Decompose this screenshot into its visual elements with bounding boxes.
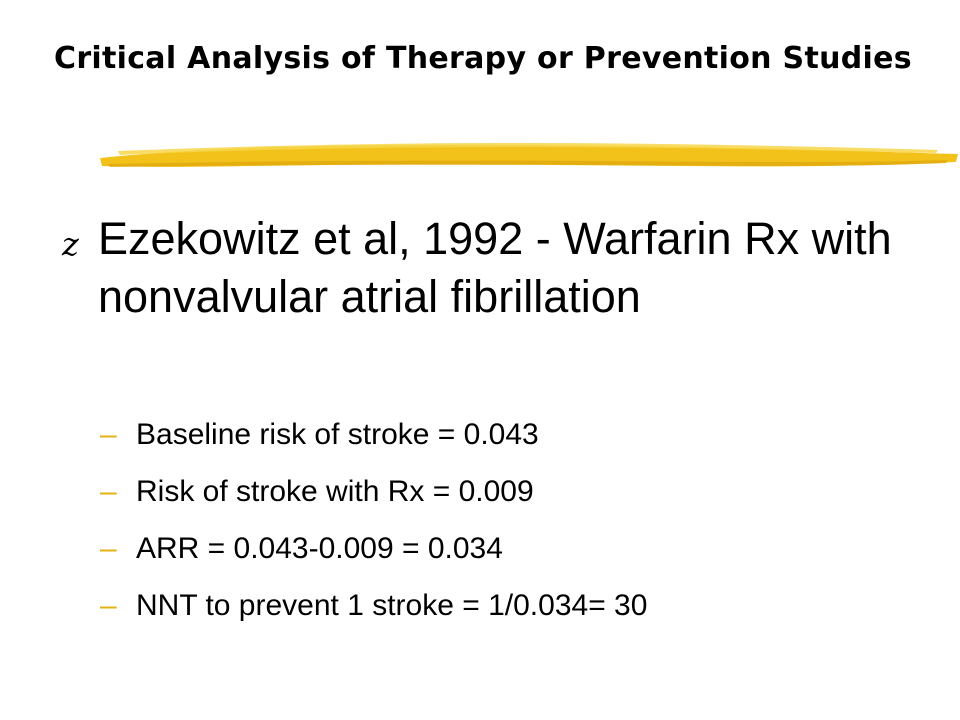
sub-bullet-text: NNT to prevent 1 stroke = 1/0.034= 30 bbox=[136, 589, 648, 622]
z-bullet-marker: z bbox=[62, 225, 79, 263]
main-bullet-text: Ezekowitz et al, 1992 - Warfarin Rx with nonvalvular atrial fibrillation bbox=[98, 213, 892, 322]
dash-marker: – bbox=[100, 475, 117, 508]
dash-marker: – bbox=[100, 589, 117, 622]
sub-bullet-item bbox=[100, 469, 900, 526]
sub-bullet-item bbox=[100, 583, 900, 640]
sub-bullet-text: Baseline risk of stroke = 0.043 bbox=[136, 418, 539, 451]
title-underline-brush bbox=[98, 136, 960, 176]
sub-bullet-list bbox=[100, 412, 900, 640]
sub-bullet-item bbox=[100, 412, 900, 469]
main-bullet bbox=[62, 210, 892, 326]
dash-marker: – bbox=[100, 532, 117, 565]
sub-bullet-text: Risk of stroke with Rx = 0.009 bbox=[136, 475, 534, 508]
slide-title: Critical Analysis of Therapy or Prevention Studies bbox=[54, 41, 912, 76]
dash-marker: – bbox=[100, 418, 117, 451]
sub-bullet-item bbox=[100, 526, 900, 583]
sub-bullet-text: ARR = 0.043-0.009 = 0.034 bbox=[136, 532, 503, 565]
